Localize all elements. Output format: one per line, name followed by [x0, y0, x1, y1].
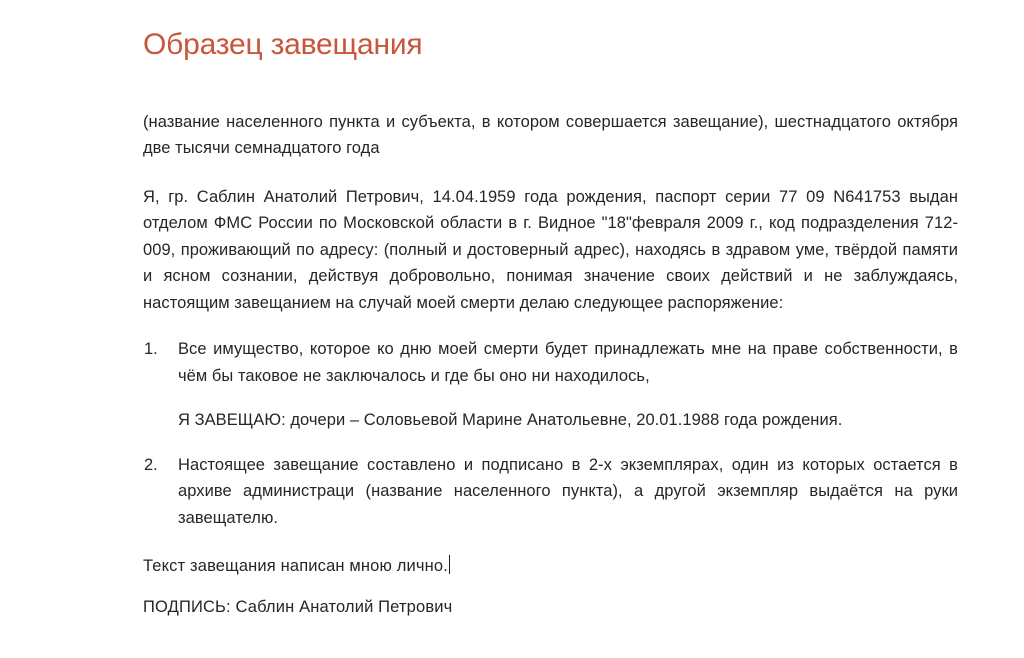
- list-item-text: Настоящее завещание составлено и подписано в 2-х экземплярах, один из которых остается в архиве администраци (название населенного пункта), а другой экземпляр выдаётся на руки завещателю.: [178, 455, 958, 527]
- will-provisions-list: [143, 336, 958, 531]
- list-item-marker: 2.: [144, 455, 158, 474]
- text-caret: [449, 555, 450, 574]
- intro-paragraph: (название населенного пункта и субъекта, в котором совершается завещание), шестнадцатого октября две тысячи семнадцатого года: [143, 112, 958, 157]
- signature-line: ПОДПИСЬ: Саблин Анатолий Петрович: [143, 597, 453, 616]
- list-item: [143, 336, 958, 434]
- list-item-text: Все имущество, которое ко дню моей смерти будет принадлежать мне на праве собственности, в чём бы таковое не заключалось и где бы оно ни находилось,: [178, 340, 958, 385]
- list-item: [143, 452, 958, 532]
- bequest-statement: Я ЗАВЕЩАЮ: дочери – Соловьевой Марине Анатольевне, 20.01.1988 года рождения.: [178, 411, 843, 429]
- page-title: Образец завещания: [143, 28, 423, 61]
- list-item-marker: 1.: [144, 340, 158, 358]
- handwritten-note-line[interactable]: [143, 553, 958, 580]
- testator-declaration-paragraph: Я, гр. Саблин Анатолий Петрович, 14.04.1959 года рождения, паспорт серии 77 09 N641753 выдан отделом ФМС России по Московской области в г. Видное "18"февраля 2009 г., код подразделения 712-009, проживающий по адресу: (полный и достоверный адрес), находясь в здравом уме, твёрдой памяти и ясном сознании, действуя добровольно, понимая значение своих действий и не заблуждаясь, настоящим завещанием на случай моей смерти делаю следующее распоряжение:: [143, 187, 958, 312]
- document-content: [143, 0, 958, 620]
- handwritten-note-text: Текст завещания написан мною лично.: [143, 557, 448, 575]
